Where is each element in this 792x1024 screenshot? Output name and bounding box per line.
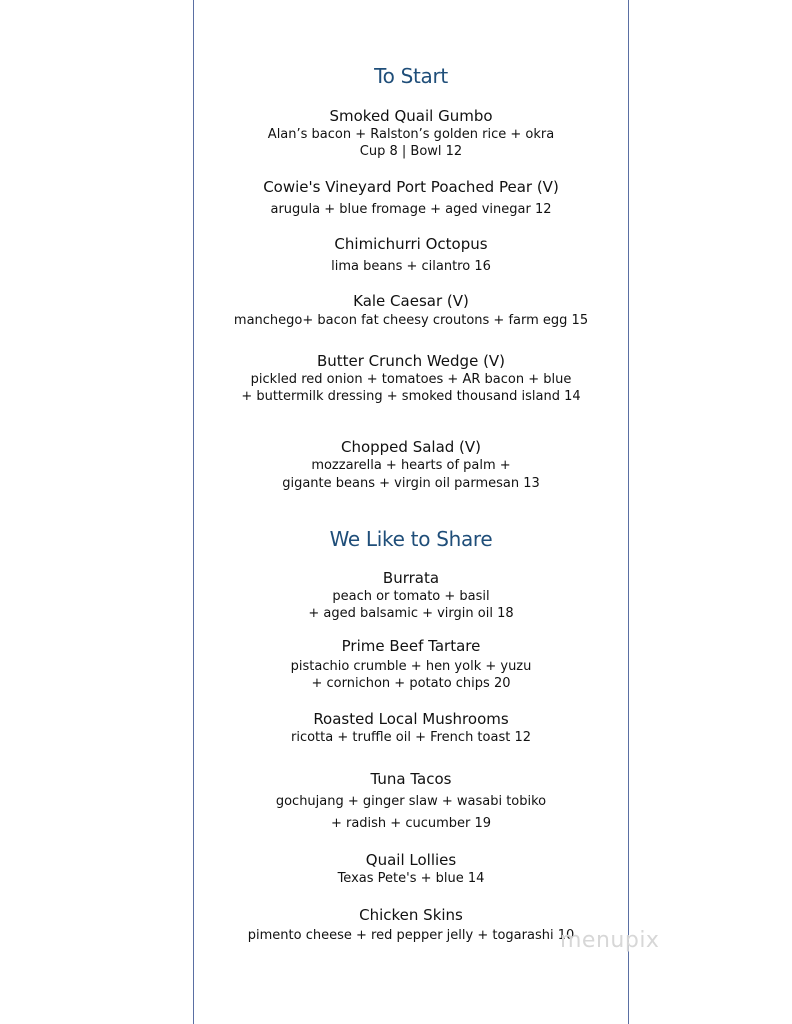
menu-item-description: manchego+ bacon fat cheesy croutons + farm egg 15 (233, 313, 589, 328)
menu-item-description: gochujang + ginger slaw + wasabi tobiko (275, 794, 547, 809)
menu-item (200, 769, 622, 832)
menu-item (200, 636, 622, 692)
menu-item-description: + cornichon + potato chips 20 (311, 676, 511, 691)
menu-item-name: Chicken Skins (359, 906, 463, 924)
menu-item-description: arugula + blue fromage + aged vinegar 12 (270, 202, 552, 217)
menu-item (200, 177, 622, 218)
menu-item-name: Prime Beef Tartare (341, 637, 481, 655)
menu-item (200, 437, 622, 493)
menu-item-description: peach or tomato + basil (332, 589, 490, 604)
menu-item-name: Kale Caesar (V) (353, 292, 469, 310)
menu-item (200, 905, 622, 944)
menu-item-description: Texas Pete's + blue 14 (337, 871, 485, 886)
menu-item-name: Chopped Salad (V) (340, 438, 482, 456)
menu-item-description: + buttermilk dressing + smoked thousand island 14 (241, 389, 581, 404)
menu-item (200, 106, 622, 160)
menu-item-description: pistachio crumble + hen yolk + yuzu (290, 659, 532, 674)
left-border-rule (193, 0, 194, 1024)
section-title-we-like-to-share: We Like to Share (329, 527, 493, 551)
menu-item-description: gigante beans + virgin oil parmesan 13 (282, 476, 540, 491)
menu-item-name: Roasted Local Mushrooms (313, 710, 509, 728)
menu-item-description: + radish + cucumber 19 (330, 816, 492, 831)
section-title-to-start: To Start (374, 64, 448, 88)
menu-item-name: Smoked Quail Gumbo (329, 107, 493, 125)
menu-item-name: Cowie's Vineyard Port Poached Pear (V) (263, 178, 559, 196)
menupix-watermark: menupix (560, 928, 660, 953)
menu-item (200, 291, 622, 329)
menu-item-description: lima beans + cilantro 16 (331, 259, 491, 274)
menu-item-description: pickled red onion + tomatoes + AR bacon + blue (250, 372, 572, 387)
menu-item (200, 709, 622, 746)
menu-item-description: Cup 8 | Bowl 12 (359, 144, 463, 159)
menu-item-name: Burrata (382, 569, 440, 587)
menu-item (200, 850, 622, 887)
menu-item (200, 234, 622, 275)
menu-item-description: + aged balsamic + virgin oil 18 (308, 606, 514, 621)
menu-item-name: Butter Crunch Wedge (V) (316, 352, 506, 370)
menu-item-description: pimento cheese + red pepper jelly + togarashi 10 (247, 928, 575, 943)
right-border-rule (628, 0, 629, 1024)
menu-item-name: Chimichurri Octopus (334, 235, 488, 253)
menu-item-description: ricotta + truffle oil + French toast 12 (291, 730, 531, 745)
menu-item (200, 568, 622, 622)
menu-item-name: Quail Lollies (365, 851, 457, 869)
menu-item-description: Alan’s bacon + Ralston’s golden rice + okra (267, 127, 555, 142)
menu-item (200, 351, 622, 405)
menu-item-description: mozzarella + hearts of palm + (311, 458, 511, 473)
menu-item-name: Tuna Tacos (370, 770, 452, 788)
